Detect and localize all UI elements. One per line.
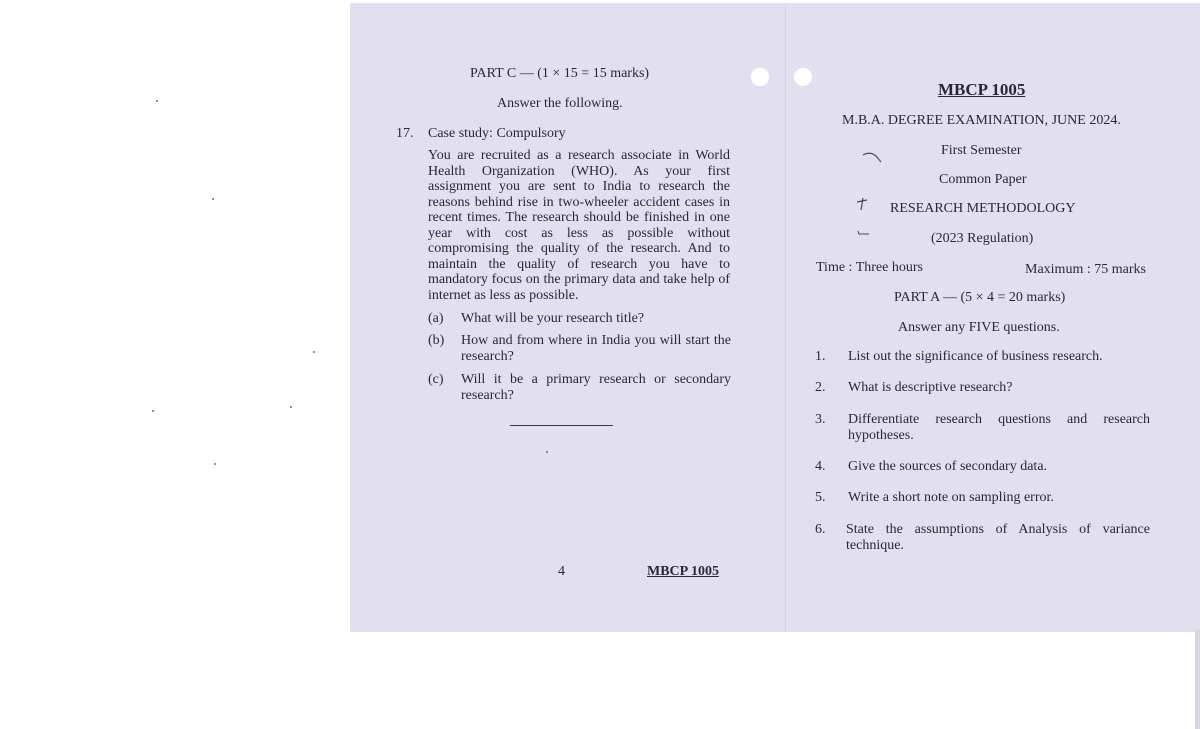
question-number: 3. bbox=[815, 412, 826, 427]
question-number: 4. bbox=[815, 459, 826, 474]
paper-type: Common Paper bbox=[939, 172, 1027, 187]
question-text: List out the significance of business research. bbox=[848, 349, 1103, 364]
question-17-number: 17. bbox=[396, 126, 414, 141]
part-c-instruction: Answer the following. bbox=[497, 96, 623, 111]
page-number: 4 bbox=[558, 564, 565, 579]
punch-hole-right bbox=[794, 68, 812, 86]
footer-code: MBCP 1005 bbox=[647, 564, 719, 579]
subject-title: RESEARCH METHODOLOGY bbox=[890, 201, 1076, 216]
scan-speck bbox=[152, 410, 154, 412]
pencil-check-mark-icon bbox=[855, 196, 871, 212]
semester: First Semester bbox=[941, 143, 1022, 158]
paper-code: MBCP 1005 bbox=[938, 80, 1026, 99]
scan-speck bbox=[313, 351, 315, 353]
question-number: 5. bbox=[815, 490, 826, 505]
question-17-title: Case study: Compulsory bbox=[428, 126, 566, 141]
case-study-paragraph: You are recruited as a research associate in World Health Organization (WHO). As your first assignment you are sent to India to research the reasons behind rise in two-wheeler accident cases in recent times. The research should be finished in one year with cost as less as possible without compromising the quality of the research. And to maintain the quality of research you have to mandatory focus on the primary data and take help of internet as less as possible. bbox=[428, 148, 730, 303]
question-text: Give the sources of secondary data. bbox=[848, 459, 1048, 474]
page-fold-line bbox=[785, 3, 786, 632]
scan-speck bbox=[156, 100, 158, 102]
scan-speck bbox=[546, 451, 548, 453]
question-number: 2. bbox=[815, 380, 826, 395]
subpart-b-label: (b) bbox=[428, 333, 445, 348]
scan-speck bbox=[214, 463, 216, 465]
subpart-c-text: Will it be a primary research or secondary research? bbox=[461, 372, 731, 403]
exam-title: M.B.A. DEGREE EXAMINATION, JUNE 2024. bbox=[842, 113, 1121, 128]
punch-hole-left bbox=[751, 68, 769, 86]
subpart-c-label: (c) bbox=[428, 372, 444, 387]
pencil-dash-mark-icon bbox=[857, 229, 871, 237]
subpart-a-text: What will be your research title? bbox=[461, 311, 645, 326]
question-text: Differentiate research questions and research hypotheses. bbox=[848, 412, 1150, 443]
question-number: 6. bbox=[815, 522, 826, 537]
question-text: Write a short note on sampling error. bbox=[848, 490, 1054, 505]
exam-duration: Time : Three hours bbox=[816, 260, 923, 275]
scanner-edge bbox=[1195, 630, 1200, 729]
pencil-tick-mark-icon bbox=[862, 150, 884, 164]
part-c-heading: PART C — (1 × 15 = 15 marks) bbox=[470, 66, 650, 81]
subpart-b-text: How and from where in India you will start the research? bbox=[461, 333, 731, 364]
part-a-heading: PART A — (5 × 4 = 20 marks) bbox=[894, 290, 1066, 305]
scan-speck bbox=[290, 406, 292, 408]
question-text: State the assumptions of Analysis of variance technique. bbox=[846, 522, 1150, 553]
scan-speck bbox=[212, 198, 214, 200]
maximum-marks: Maximum : 75 marks bbox=[1025, 262, 1146, 277]
question-number: 1. bbox=[815, 349, 826, 364]
subpart-a-label: (a) bbox=[428, 311, 444, 326]
part-a-instruction: Answer any FIVE questions. bbox=[898, 320, 1060, 335]
question-text: What is descriptive research? bbox=[848, 380, 1013, 395]
regulation: (2023 Regulation) bbox=[931, 231, 1034, 246]
end-of-section-rule bbox=[510, 425, 613, 426]
